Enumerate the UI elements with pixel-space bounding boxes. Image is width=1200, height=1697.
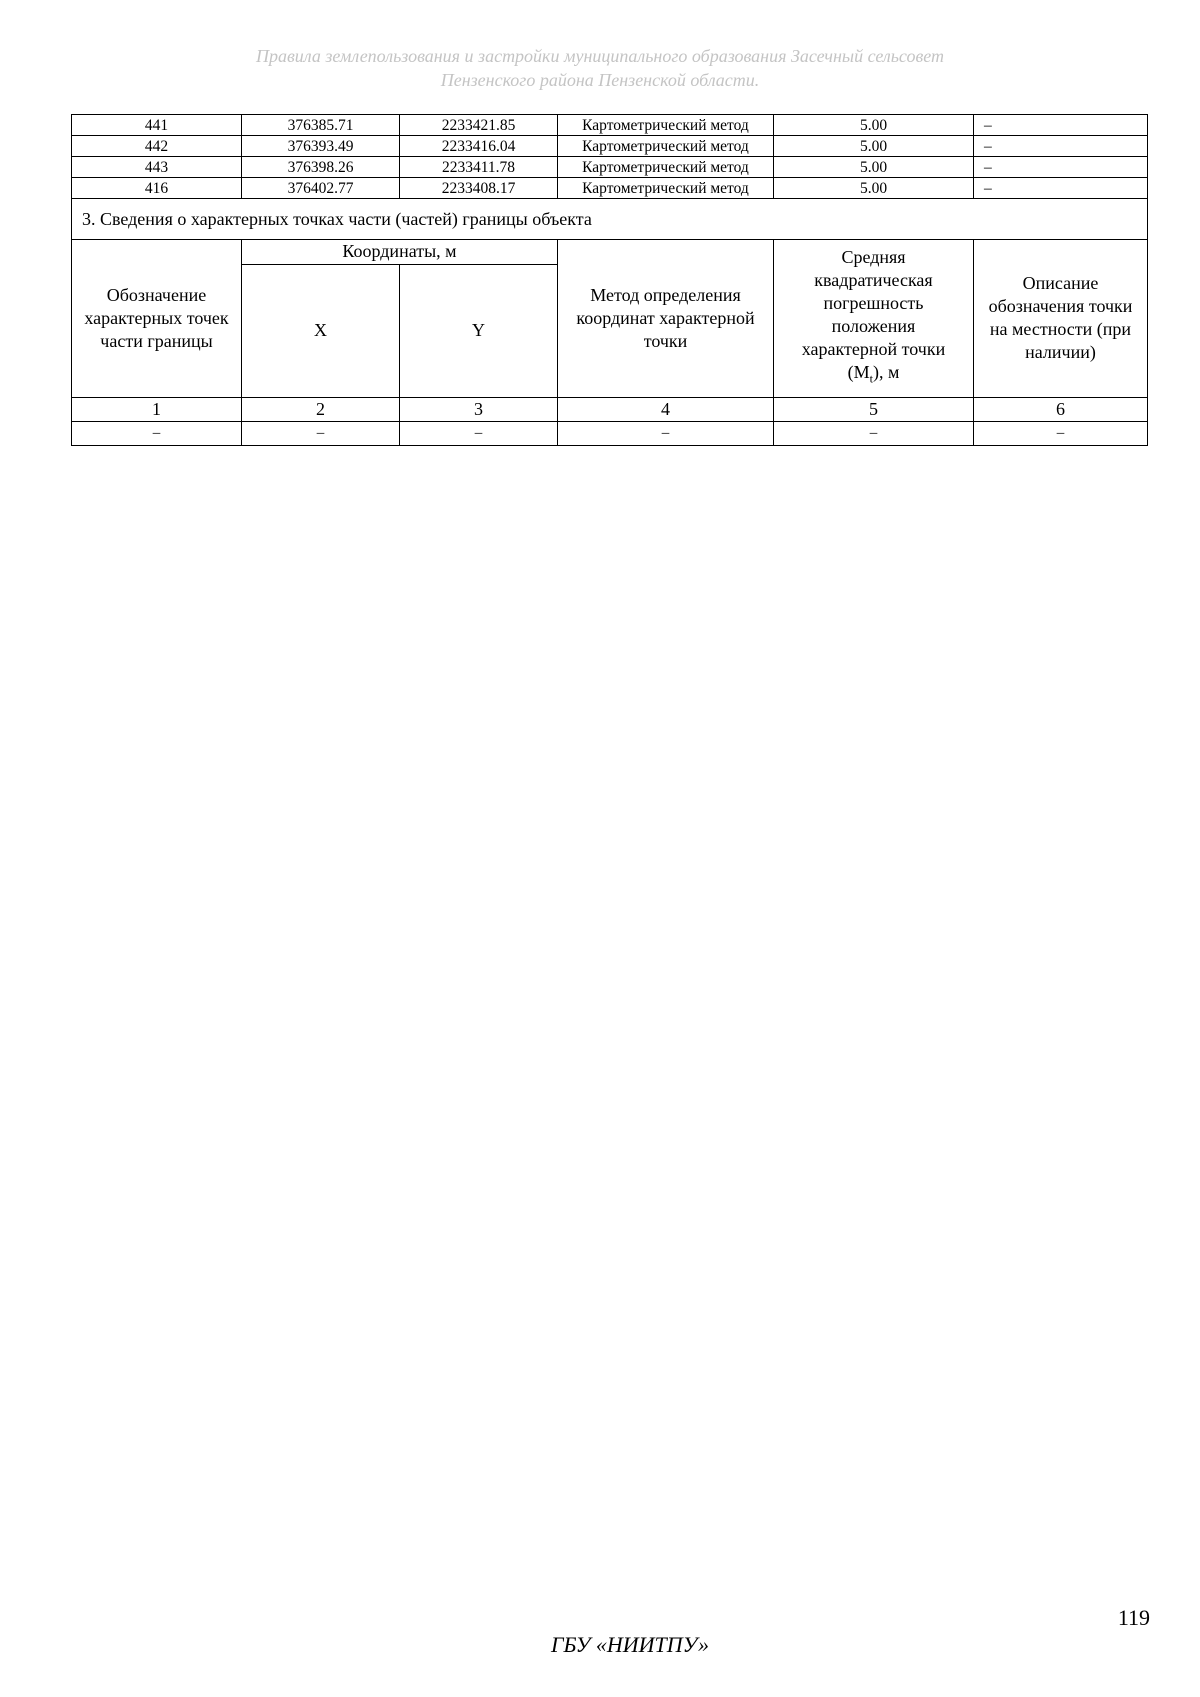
column-number: 4	[558, 397, 774, 421]
table-row	[72, 115, 1148, 136]
column-number: 1	[72, 397, 242, 421]
method-cell: Картометрический метод	[558, 115, 774, 136]
column-number: 5	[774, 397, 974, 421]
description-cell: –	[974, 115, 1148, 136]
footer-organization: ГБУ «НИИТПУ»	[550, 1632, 710, 1657]
section-3-title: 3. Сведения о характерных точках части (частей) границы объекта	[72, 199, 1148, 240]
error-cell: 5.00	[774, 157, 974, 178]
designation-header: Обозначение характерных точек части границы	[72, 240, 242, 398]
y-header: Y	[400, 264, 558, 397]
empty-cell: –	[558, 421, 774, 445]
table-row	[72, 157, 1148, 178]
x-cell: 376398.26	[242, 157, 400, 178]
method-header: Метод определения координат характерной точки	[558, 240, 774, 398]
empty-cell: –	[242, 421, 400, 445]
y-cell: 2233421.85	[400, 115, 558, 136]
error-header	[774, 240, 974, 398]
error-header-unit: ), м	[872, 362, 900, 382]
description-cell: –	[974, 136, 1148, 157]
x-header: X	[242, 264, 400, 397]
method-cell: Картометрический метод	[558, 157, 774, 178]
column-number: 2	[242, 397, 400, 421]
y-cell: 2233411.78	[400, 157, 558, 178]
empty-cell: –	[774, 421, 974, 445]
column-number-row	[72, 397, 1148, 421]
y-cell: 2233408.17	[400, 178, 558, 199]
characteristic-points-table	[71, 114, 1148, 446]
empty-cell: –	[974, 421, 1148, 445]
header-line-2: Пензенского района Пензенской области.	[440, 70, 760, 90]
method-cell: Картометрический метод	[558, 178, 774, 199]
error-cell: 5.00	[774, 115, 974, 136]
description-cell: –	[974, 157, 1148, 178]
method-cell: Картометрический метод	[558, 136, 774, 157]
header-row-1	[72, 240, 1148, 265]
point-cell: 441	[72, 115, 242, 136]
error-cell: 5.00	[774, 178, 974, 199]
point-cell: 443	[72, 157, 242, 178]
x-cell: 376402.77	[242, 178, 400, 199]
x-cell: 376393.49	[242, 136, 400, 157]
point-cell: 442	[72, 136, 242, 157]
description-header: Описание обозначения точки на местности (при наличии)	[974, 240, 1148, 398]
error-cell: 5.00	[774, 136, 974, 157]
header-line-1: Правила землепользования и застройки муниципального образования Засечный сельсовет	[255, 46, 945, 66]
x-cell: 376385.71	[242, 115, 400, 136]
description-cell: –	[974, 178, 1148, 199]
coordinates-header: Координаты, м	[242, 240, 558, 265]
column-number: 3	[400, 397, 558, 421]
table-row	[72, 136, 1148, 157]
error-header-text: Средняя квадратическая погрешность положения характерной точки (M	[801, 247, 946, 382]
column-number: 6	[974, 397, 1148, 421]
empty-cell: –	[400, 421, 558, 445]
table-row	[72, 178, 1148, 199]
section-title-row	[72, 199, 1148, 240]
error-header-subscript: t	[869, 371, 873, 386]
table-row	[72, 421, 1148, 445]
page-number: 119	[1117, 1605, 1150, 1630]
y-cell: 2233416.04	[400, 136, 558, 157]
point-cell: 416	[72, 178, 242, 199]
empty-cell: –	[72, 421, 242, 445]
document-header	[0, 44, 1200, 92]
